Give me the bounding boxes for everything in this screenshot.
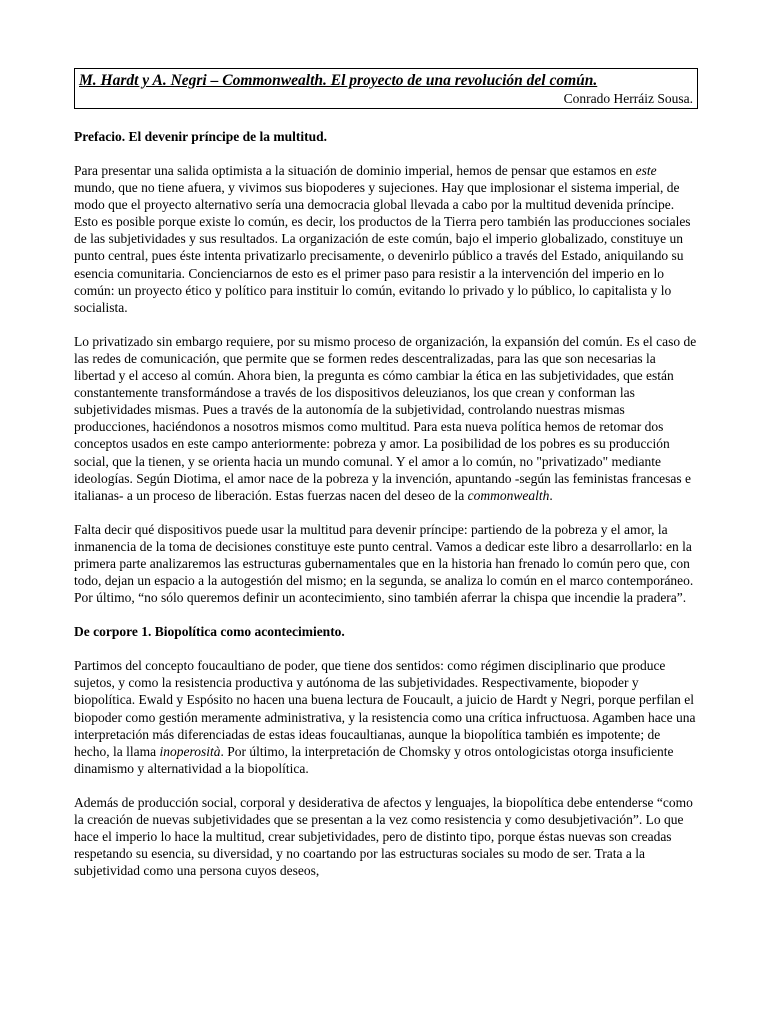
paragraph-1: [74, 162, 698, 316]
paragraph-2-emphasis: commonwealth: [467, 487, 550, 503]
paragraph-1-text-a: Para presentar una salida optimista a la situación de dominio imperial, hemos de pensar que estamos en: [74, 163, 636, 178]
title-box: [74, 68, 698, 109]
paragraph-5: Además de producción social, corporal y desiderativa de afectos y lenguajes, la biopolítica debe entenderse “como la creación de nuevas subjetividades que se presentan a la vez como resistencia y como desubjetivación”. Lo que hace el imperio lo hace la multitud, crear subjetividades, pero de distinto tipo, porque éstas nuevas son creadas respetando su esencia, su diversidad, y no coartando por las estructuras sociales su modo de ser. Trata a la subjetividad como una persona cuyos deseos,: [74, 794, 693, 879]
paragraph-1-emphasis: este: [635, 163, 657, 178]
document-page: [74, 68, 698, 879]
section-heading-prefacio: Prefacio. El devenir príncipe de la multitud.: [74, 129, 327, 144]
paragraph-3: Falta decir qué dispositivos puede usar la multitud para devenir príncipe: partiendo de la pobreza y el amor, la inmanencia de la toma de decisiones constituye este punto central. Vamos a dedicar este libro a desarrollarlo: en la primera parte analizaremos las estructuras gubernamentales que en la historia han frenado lo común pero que, con todo, dejan un espacio a la autogestión del mismo; en la segunda, se analiza lo común en el marco contemporáneo. Por último, “no sólo queremos definir un acontecimiento, sino también aferrar la chispa que incendie la pradera”.: [74, 521, 694, 606]
author-name: Conrado Herráiz Sousa.: [563, 91, 693, 106]
paragraph-4-emphasis: inoperosità: [159, 743, 221, 759]
section-heading-de-corpore: De corpore 1. Biopolítica como acontecimiento.: [74, 624, 345, 640]
paragraph-2-text-b: .: [549, 487, 553, 503]
paragraph-2: [74, 333, 698, 504]
paragraph-4: [74, 657, 698, 777]
paragraph-1-text-b: mundo, que no tiene afuera, y vivimos sus biopoderes y sujeciones. Hay que implosionar el sistema imperial, de modo que el proyecto alternativo sería una democracia global llevada a cabo por la multitud devenida príncipe. Esto es posible porque existe lo común, es decir, los productos de la Tierra pero también las producciones sociales de las subjetividades y sus resultados. La organización de este común, bajo el imperio globalizado, constituye un punto central, pues éste intenta privatizarlo precisamente, o devenirlo público a través del Estado, aniquilando su esencia comunitaria. Concienciarnos de esto es el primer paso para resistir a la intervención del imperio en lo común: un proyecto ético y político para instituir lo común, evitando lo privado y lo público, lo capitalista y lo socialista.: [74, 180, 691, 315]
paragraph-4-text-a: Partimos del concepto foucaultiano de poder, que tiene dos sentidos: como régimen disciplinario que produce sujetos, y como la resistencia productiva y autónoma de las subjetividades. Respectivamente, biopoder y biopolítica. Ewald y Espósito no hacen una buena lectura de Foucault, a juicio de Hardt y Negri, porque perfilan el biopoder como gestión meramente administrativa, y la resistencia como una crítica infructuosa. Agamben hace una interpretación más diferenciadas de estas ideas foucaultianas, aunque la biopolítica también es impotente; de hecho, la llama: [74, 658, 696, 759]
document-title: M. Hardt y A. Negri – Commonwealth. El proyecto de una revolución del común.: [79, 72, 598, 89]
paragraph-4-text-b: . Por último, la interpretación de Chomsky y otros ontologicistas otorga insuficiente dinamismo y alternatividad a la biopolítica.: [74, 743, 674, 776]
paragraph-2-text-a: Lo privatizado sin embargo requiere, por su mismo proceso de organización, la expansión del común. Es el caso de las redes de comunicación, que permite que se formen redes descentralizadas, para las que son necesarias la libertad y el acceso al común. Ahora bien, la pregunta es cómo cambiar la ética en las subjetividades, que están constantemente transformándose a través de los dispositivos deleuzianos, los que crean y conforman las subjetividades mismas. Pues a través de la autonomía de la subjetividad, controlando nuestras mismas producciones, haciéndonos a nosotros mismos como multitud. Para esta nueva política hemos de retomar dos conceptos usados en este campo anteriormente: pobreza y amor. La posibilidad de los pobres es su producción social, que la tienen, y se orienta hacia un mundo comunal. Y el amor a lo común, no "privatizado" mediante ideologías. Según Diotima, el amor nace de la pobreza y la invención, apuntando -según las feministas francesas e italianas- a un proceso de liberación. Estas fuerzas nacen del deseo de la: [74, 333, 697, 503]
